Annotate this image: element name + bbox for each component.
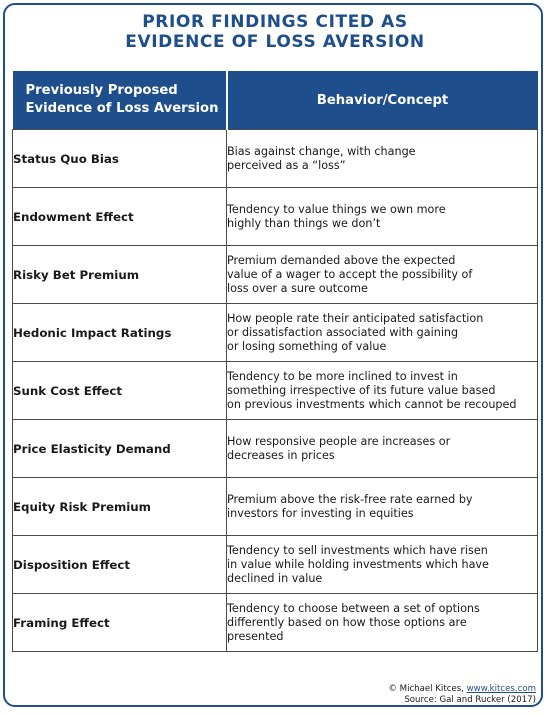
behavior-description	[227, 304, 538, 362]
behavior-description-text: Bias against change, with change perceived as a “loss”	[227, 144, 416, 172]
evidence-term: Hedonic Impact Ratings	[13, 304, 227, 362]
evidence-term: Endowment Effect	[13, 188, 227, 246]
behavior-description-text: Premium above the risk-free rate earned by investors for investing in equities	[227, 492, 473, 520]
behavior-description	[227, 420, 538, 478]
behavior-description	[227, 362, 538, 420]
table-row	[13, 130, 538, 188]
table-row	[13, 536, 538, 594]
table-row	[13, 246, 538, 304]
behavior-description	[227, 246, 538, 304]
credit-prefix: © Michael Kitces,	[388, 684, 467, 694]
evidence-term: Framing Effect	[13, 594, 227, 652]
table-row	[13, 304, 538, 362]
behavior-description-text: Premium demanded above the expected value of a wager to accept the possibility of loss over a sure outcome	[227, 253, 473, 295]
behavior-description	[227, 594, 538, 652]
behavior-description	[227, 130, 538, 188]
behavior-description-text: Tendency to be more inclined to invest in something irrespective of its future value based on previous investments which cannot be recouped	[227, 369, 517, 411]
title-line-2: EVIDENCE OF LOSS AVERSION	[125, 32, 425, 52]
table-row	[13, 362, 538, 420]
behavior-description	[227, 188, 538, 246]
header-evidence-label: Previously Proposed Evidence of Loss Aversion	[25, 83, 219, 116]
table-row	[13, 478, 538, 536]
evidence-term: Equity Risk Premium	[13, 478, 227, 536]
loss-aversion-table	[12, 71, 538, 652]
title-line-1: PRIOR FINDINGS CITED AS	[142, 12, 408, 32]
behavior-description-text: Tendency to choose between a set of options differently based on how those options are presented	[227, 601, 480, 643]
behavior-description	[227, 536, 538, 594]
behavior-description	[227, 478, 538, 536]
header-behavior: Behavior/Concept	[227, 71, 538, 130]
header-evidence	[13, 71, 227, 130]
evidence-term: Status Quo Bias	[13, 130, 227, 188]
evidence-term: Risky Bet Premium	[13, 246, 227, 304]
evidence-term: Sunk Cost Effect	[13, 362, 227, 420]
behavior-description-text: Tendency to value things we own more highly than things we don’t	[227, 202, 446, 230]
evidence-term: Price Elasticity Demand	[13, 420, 227, 478]
behavior-description-text: Tendency to sell investments which have risen in value while holding investments which have declined in value	[227, 543, 489, 585]
table-row	[13, 420, 538, 478]
behavior-description-text: How responsive people are increases or decreases in prices	[227, 434, 451, 462]
footer-credit	[388, 684, 536, 706]
source-note: Source: Gal and Rucker (2017)	[404, 695, 536, 705]
kitces-link[interactable]: www.kitces.com	[466, 684, 536, 694]
behavior-description-text: How people rate their anticipated satisfaction or dissatisfaction associated with gaining or losing something of value	[227, 311, 484, 353]
table-header-row	[13, 71, 538, 130]
page-title	[0, 12, 550, 52]
table-row	[13, 188, 538, 246]
table-row	[13, 594, 538, 652]
evidence-term: Disposition Effect	[13, 536, 227, 594]
